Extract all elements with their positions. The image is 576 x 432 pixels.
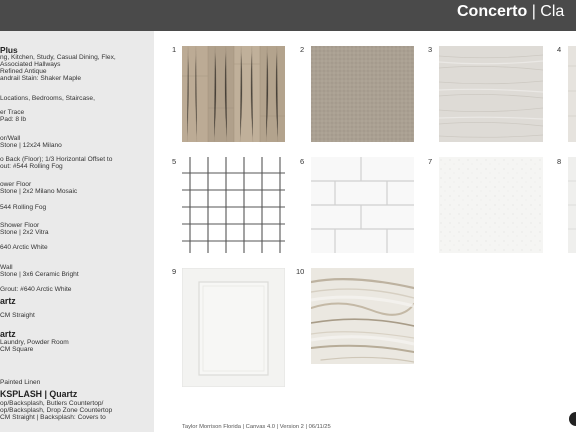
spec-line: Refined Antique <box>0 68 47 75</box>
swatch-number-10: 10 <box>296 267 305 276</box>
spec-line: CM Straight <box>0 312 35 319</box>
mosaic-grid-image <box>182 157 285 253</box>
page-title <box>457 3 564 21</box>
swatch-number-5: 5 <box>172 157 177 166</box>
title-separator: | <box>531 3 536 20</box>
spec-line: er Trace <box>0 109 25 116</box>
swatch-number-3: 3 <box>428 45 433 54</box>
spec-line: ng, Kitchen, Study, Casual Dining, Flex, <box>0 54 116 61</box>
stone-tile-swatch <box>439 46 543 142</box>
partial-texture-image <box>568 46 576 142</box>
spec-line: out: #544 Rolling Fog <box>0 163 63 170</box>
spec-line: Wall <box>0 264 13 271</box>
spec-line: andrail Stain: Shaker Maple <box>0 75 82 82</box>
cabinet-door-swatch <box>182 268 285 387</box>
stone-texture-image <box>439 46 543 142</box>
swatch-number-2: 2 <box>300 45 305 54</box>
spec-line: Laundry, Powder Room <box>0 339 69 346</box>
section-name: Cla <box>540 3 565 20</box>
subway-pattern-image <box>311 157 414 253</box>
spec-heading: KSPLASH | Quartz <box>0 389 78 399</box>
specs-sidebar <box>0 31 154 432</box>
spec-line: Pad: 8 lb <box>0 116 27 123</box>
partial-swatch-8 <box>568 157 576 253</box>
spec-line: or/Wall <box>0 135 21 142</box>
swatch-number-9: 9 <box>172 267 177 276</box>
wood-plank-swatch <box>182 46 285 142</box>
spec-heading: artz <box>0 329 16 339</box>
spec-line: Stone | 2x2 Vitra <box>0 229 49 236</box>
spec-line: op/Backsplash, Drop Zone Countertop <box>0 407 113 414</box>
swatch-number-1: 1 <box>172 45 177 54</box>
spec-line: Grout: #640 Arctic White <box>0 286 72 293</box>
spec-line: 640 Arctic White <box>0 244 48 251</box>
cabinet-door-image <box>182 268 285 387</box>
quartz-veining-image <box>311 268 414 364</box>
subway-tile-swatch <box>311 157 414 253</box>
swatch-number-6: 6 <box>300 157 305 166</box>
speckled-white-swatch <box>439 157 543 253</box>
spec-line: Stone | 2x2 Milano Mosaic <box>0 188 78 195</box>
spec-line: Locations, Bedrooms, Staircase, <box>0 95 95 102</box>
speckled-texture-image <box>439 157 543 253</box>
spec-line: Stone | 12x24 Milano <box>0 142 62 149</box>
spec-line: CM Square <box>0 346 34 353</box>
mosaic-tile-swatch <box>182 157 285 253</box>
partial-swatch-4 <box>568 46 576 142</box>
corner-badge-icon <box>569 412 576 426</box>
spec-heading: artz <box>0 296 16 306</box>
header-bar <box>0 0 576 31</box>
carpet-texture-image <box>311 46 414 142</box>
quartz-swatch <box>311 268 414 364</box>
footer-text: Taylor Morrison Florida | Canvas 4.0 | Version 2 | 06/11/25 <box>182 424 331 430</box>
spec-line: ower Floor <box>0 181 32 188</box>
swatch-number-8: 8 <box>557 157 562 166</box>
spec-line: CM Straight | Backsplash: Covers to <box>0 414 106 421</box>
wood-grain-image <box>182 46 285 142</box>
spec-line: o Back (Floor); 1/3 Horizontal Offset to <box>0 156 113 163</box>
spec-line: 544 Rolling Fog <box>0 204 47 211</box>
swatch-number-7: 7 <box>428 157 433 166</box>
spec-line: Stone | 3x6 Ceramic Bright <box>0 271 79 278</box>
spec-line: Associated Hallways <box>0 61 61 68</box>
partial-texture-image <box>568 157 576 253</box>
spec-heading: Plus <box>0 45 18 55</box>
spec-line: op/Backsplash, Butlers Countertop/ <box>0 400 104 407</box>
brand-name: Concerto <box>457 3 528 20</box>
spec-line: Shower Floor <box>0 222 40 229</box>
swatch-number-4: 4 <box>557 45 562 54</box>
carpet-swatch <box>311 46 414 142</box>
spec-line: Painted Linen <box>0 379 41 386</box>
